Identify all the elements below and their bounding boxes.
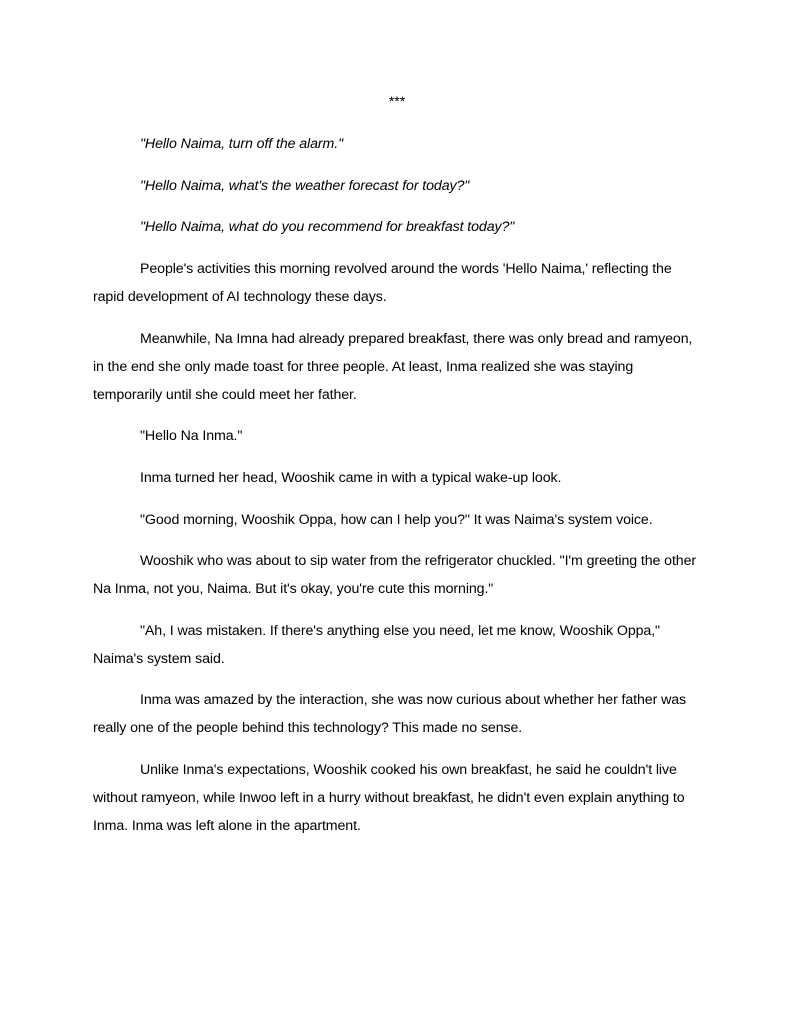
scene-separator: *** [388, 94, 406, 110]
body-paragraph: Wooshik who was about to sip water from the refrigerator chuckled. "I'm greeting the other Na Inma, not you, Naima. But it's okay, you're cute this morning." [93, 553, 697, 597]
body-paragraph: Meanwhile, Na Imna had already prepared breakfast, there was only bread and ramyeon, in the end she only made toast for three people. At least, Inma realized she was staying temporarily until she could meet her father. [93, 331, 693, 403]
dialogue-paragraph: "Hello Naima, what do you recommend for breakfast today?" [140, 219, 515, 235]
dialogue-paragraph: "Hello Naima, turn off the alarm." [140, 136, 344, 152]
dialogue-paragraph: "Hello Na Inma." [140, 428, 243, 444]
dialogue-paragraph: "Good morning, Wooshik Oppa, how can I help you?" It was Naima's system voice. [140, 512, 653, 528]
dialogue-paragraph: "Hello Naima, what's the weather forecast for today?" [140, 178, 470, 194]
dialogue-paragraph: "Ah, I was mistaken. If there's anything else you need, let me know, Wooshik Oppa," Naima's system said. [93, 623, 660, 667]
body-paragraph: Inma turned her head, Wooshik came in with a typical wake-up look. [140, 470, 562, 486]
body-paragraph: People's activities this morning revolved around the words 'Hello Naima,' reflecting the rapid development of AI technology these days. [93, 261, 672, 305]
body-paragraph: Inma was amazed by the interaction, she was now curious about whether her father was really one of the people behind this technology? This made no sense. [93, 692, 686, 736]
body-paragraph: Unlike Inma's expectations, Wooshik cooked his own breakfast, he said he couldn't live without ramyeon, while Inwoo left in a hurry without breakfast, he didn't even explain anything to Inma. Inma was left alone in the apartment. [93, 762, 685, 834]
